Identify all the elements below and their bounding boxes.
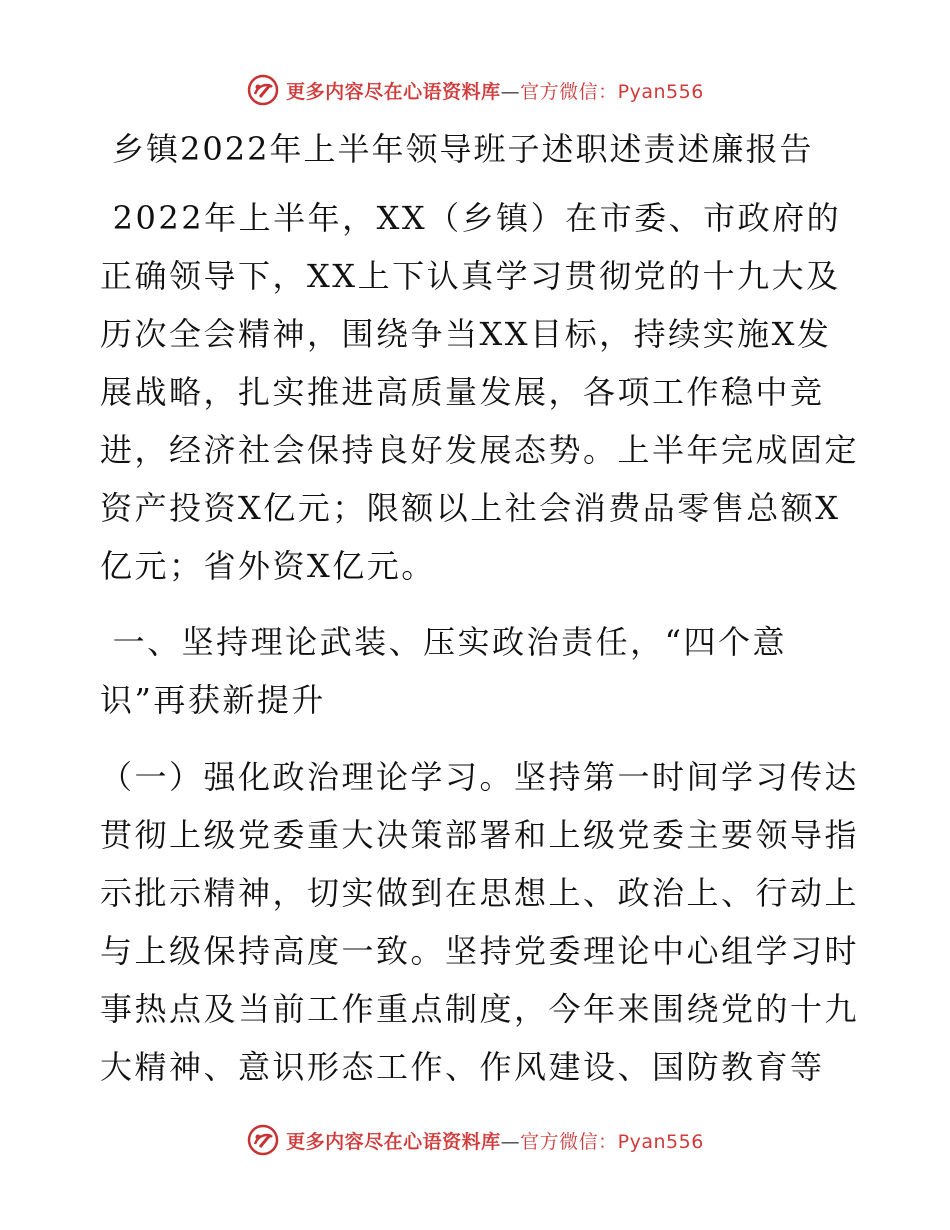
footer-watermark xyxy=(0,1120,950,1160)
subsection-paragraph: （一）强化政治理论学习。坚持第一时间学习传达贯彻上级党委重大决策部署和上级党委主要领导指示批示精神，切实做到在思想上、政治上、行动上与上级保持高度一致。坚持党委理论中心组学习时事热点及当前工作重点制度，今年来围绕党的十九大精神、意识形态工作、作风建设、国防教育等 xyxy=(100,758,860,1086)
brand-logo-icon xyxy=(246,1123,280,1157)
intro-paragraph: 2022年上半年，XX（乡镇）在市委、市政府的正确领导下，XX上下认真学习贯彻党的十九大及历次全会精神，围绕争当XX目标，持续实施X发展战略，扎实推进高质量发展，各项工作稳中竞进，经济社会保持良好发展态势。上半年完成固定资产投资X亿元；限额以上社会消费品零售总额X亿元；省外资X亿元。 xyxy=(100,199,860,585)
section-heading: 一、坚持理论武装、压实政治责任，“四个意识”再获新提升 xyxy=(100,623,788,719)
watermark-separator: — xyxy=(500,80,521,103)
watermark-wechat-text: 官方微信：Pyan556 xyxy=(520,80,704,103)
document-title: 乡镇2022年上半年领导班子述职述责述廉报告 xyxy=(112,130,814,168)
watermark-wechat-text: 官方微信：Pyan556 xyxy=(520,1130,704,1153)
watermark-brand-text: 更多内容尽在心语资料库 xyxy=(286,80,501,103)
header-watermark xyxy=(0,70,950,110)
watermark-brand-text: 更多内容尽在心语资料库 xyxy=(286,1130,501,1153)
watermark-separator: — xyxy=(500,1130,521,1153)
brand-logo-icon xyxy=(246,73,280,107)
